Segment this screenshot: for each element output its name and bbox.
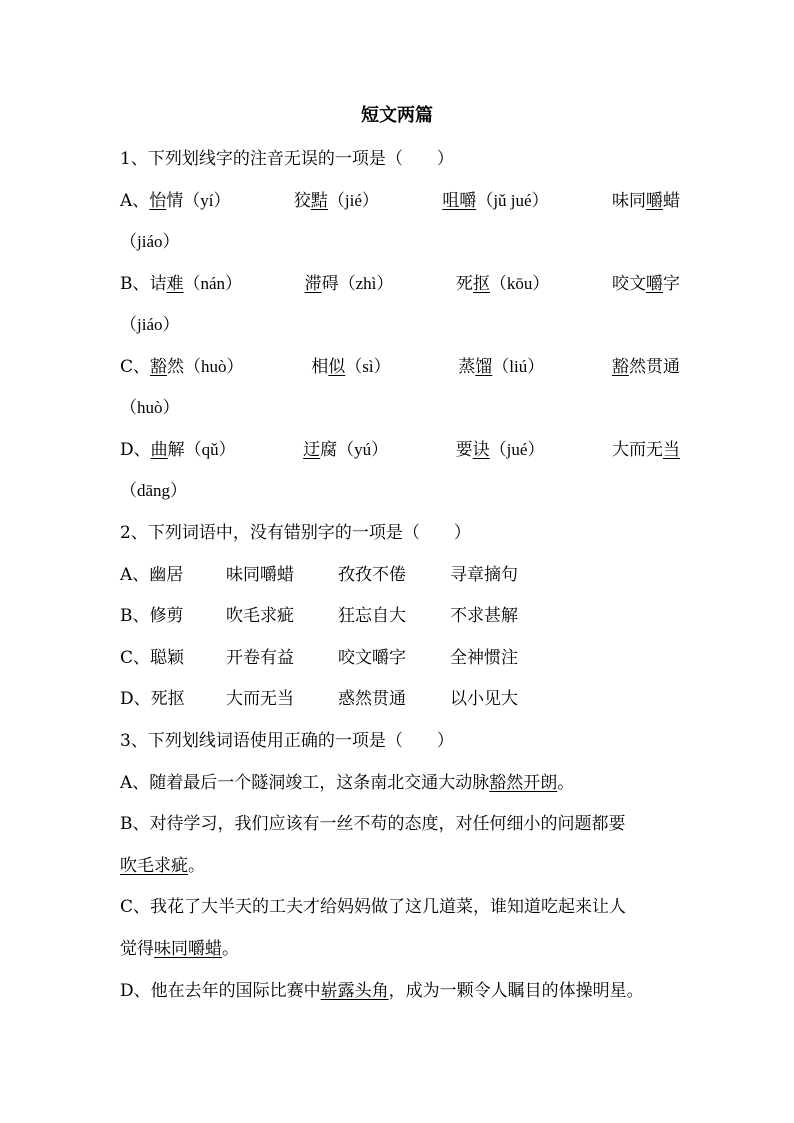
- q1-option-d: [120, 438, 680, 462]
- q1-d-item-3: 要诀（jué）: [455, 440, 545, 460]
- q2-a-word-3: 孜孜不倦: [338, 565, 406, 585]
- q1-b-item-3: 死抠（kōu）: [455, 274, 550, 294]
- q2-option-a: [120, 563, 680, 587]
- q1-stem: 1、下列划线字的注音无误的一项是（ ）: [120, 149, 454, 169]
- q1-c-item-2: 相似（sì）: [311, 357, 391, 377]
- q1-d-item-4: 大而无当: [611, 440, 680, 460]
- q1-d-item-1: D、曲解（qǔ）: [120, 440, 236, 460]
- q2-c-word-3: 咬文嚼字: [338, 648, 406, 668]
- q1-c-item-1: C、豁然（huò）: [120, 357, 244, 377]
- q2-a-word-4: 寻章摘句: [450, 565, 518, 585]
- q3-a-underlined: 豁然开朗: [489, 773, 558, 793]
- q1-b-item-1: B、诘难（nán）: [120, 274, 243, 294]
- q2-d-word-3: 惑然贯通: [338, 689, 406, 709]
- q2-c-word-2: 开卷有益: [226, 648, 294, 668]
- q1-d-item-2: 迂腐（yú）: [303, 440, 389, 460]
- q2-a-word-1: A、幽居: [120, 565, 184, 585]
- q3-option-a: A、随着最后一个隧洞竣工，这条南北交通大动脉豁然开朗。: [120, 773, 575, 793]
- q3-option-c-line2: 觉得味同嚼蜡。: [120, 939, 239, 959]
- q3-c-underlined: 味同嚼蜡: [154, 939, 222, 959]
- q2-c-word-4: 全神惯注: [450, 648, 518, 668]
- q1-option-c: [120, 355, 680, 379]
- q3-d-underlined: 崭露头角: [320, 981, 389, 1001]
- q3-option-b-line2: 吹毛求疵。: [120, 856, 205, 876]
- q2-c-word-1: C、聪颖: [120, 648, 185, 668]
- q1-c-item-4: 豁然贯通: [611, 357, 680, 377]
- q3-stem: 3、下列划线词语使用正确的一项是（ ）: [120, 731, 454, 751]
- q1-c-item-3: 蒸馏（liú）: [458, 357, 545, 377]
- q1-c-wrap: （huò）: [120, 398, 180, 417]
- q3-option-b-line1: B、对待学习，我们应该有一丝不苟的态度，对任何细小的问题都要: [120, 814, 626, 834]
- q1-b-item-4: 咬文嚼字: [611, 274, 680, 294]
- q2-b-word-1: B、修剪: [120, 606, 184, 626]
- q1-a-item-4: 味同嚼蜡: [611, 191, 680, 211]
- q1-a-item-1: A、怡情（yí）: [120, 191, 231, 211]
- q1-option-b: [120, 272, 680, 296]
- page-title: 短文两篇: [361, 105, 433, 126]
- q2-b-word-3: 狂忘自大: [338, 606, 406, 626]
- q1-a-wrap: （jiáo）: [120, 232, 180, 251]
- q1-a-item-3: 咀嚼（jǔ jué）: [442, 191, 549, 211]
- q1-b-wrap: （jiáo）: [120, 315, 180, 334]
- q1-option-a: [120, 189, 680, 213]
- q2-a-word-2: 味同嚼蜡: [226, 565, 294, 585]
- q1-d-wrap: （dāng）: [120, 481, 188, 500]
- q2-d-word-1: D、死抠: [120, 689, 185, 709]
- q1-b-item-2: 滞碍（zhì）: [304, 274, 394, 294]
- q2-d-word-2: 大而无当: [226, 689, 294, 709]
- q2-option-b: [120, 604, 680, 628]
- q1-a-item-2: 狡黠（jié）: [293, 191, 379, 211]
- q2-b-word-2: 吹毛求疵: [226, 606, 294, 626]
- q2-stem: 2、下列词语中，没有错别字的一项是（ ）: [120, 523, 471, 543]
- q2-option-c: [120, 646, 680, 670]
- q2-b-word-4: 不求甚解: [450, 606, 518, 626]
- q3-option-d: D、他在去年的国际比赛中崭露头角，成为一颗令人瞩目的体操明星。: [120, 981, 644, 1001]
- q2-option-d: [120, 687, 680, 711]
- q3-b-underlined: 吹毛求疵: [120, 856, 188, 876]
- q3-option-c-line1: C、我花了大半天的工夫才给妈妈做了这几道菜，谁知道吃起来让人: [120, 897, 627, 917]
- q2-d-word-4: 以小见大: [450, 689, 518, 709]
